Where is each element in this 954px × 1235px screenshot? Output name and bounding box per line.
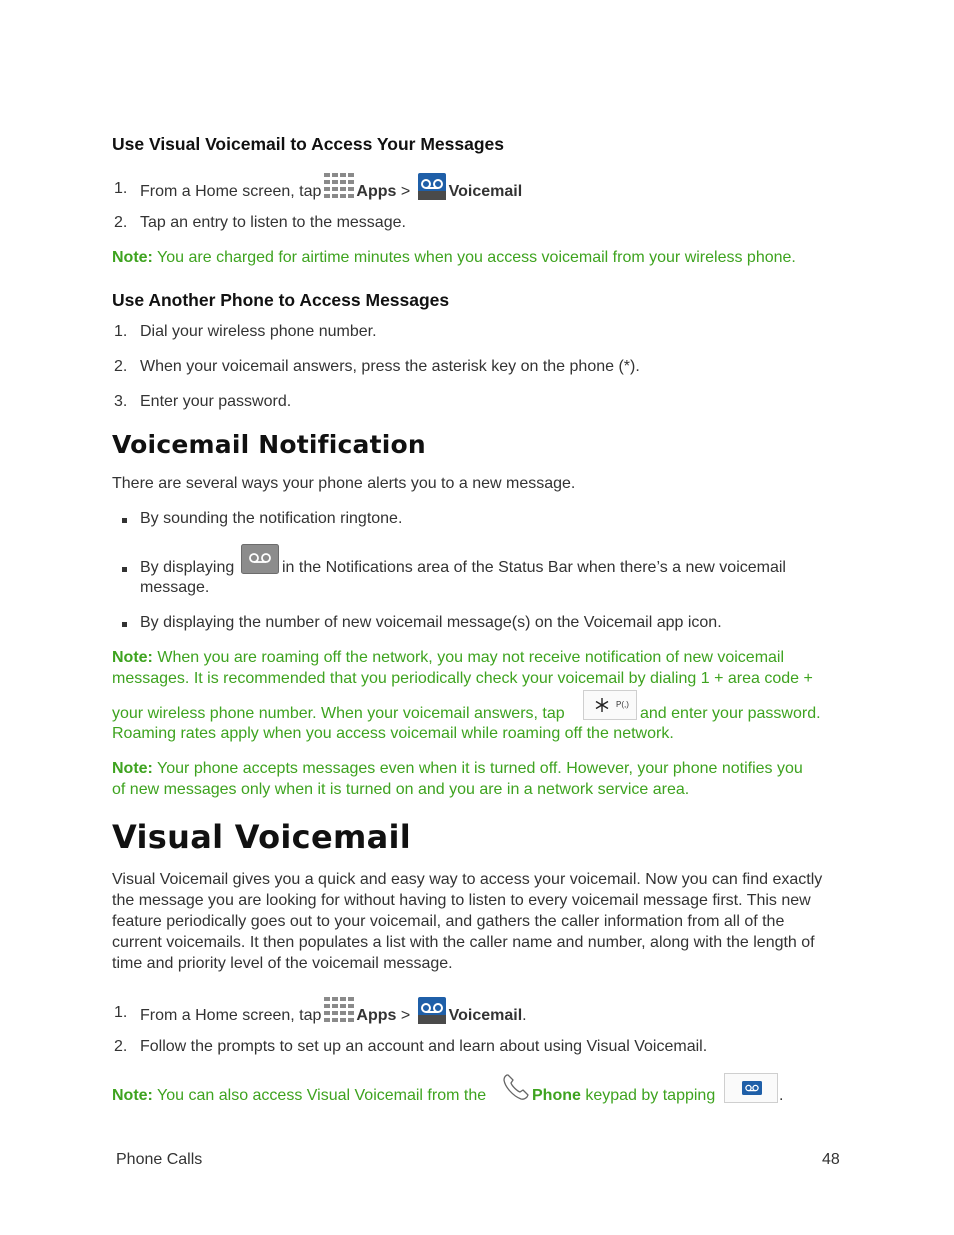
voicemail-label: Voicemail bbox=[448, 183, 523, 200]
note-line: and enter your password. bbox=[640, 705, 821, 722]
footer-section-name: Phone Calls bbox=[116, 1151, 203, 1168]
asterisk-key-icon bbox=[583, 690, 637, 720]
voicemail-icon bbox=[742, 1081, 762, 1095]
step-text: Tap an entry to listen to the message. bbox=[140, 214, 406, 231]
note-label: Note: bbox=[112, 249, 153, 266]
apps-label: Apps bbox=[356, 1007, 397, 1024]
section-heading-visual-voicemail-access: Use Visual Voicemail to Access Your Messages bbox=[112, 134, 504, 154]
note-text: Your phone accepts messages even when it is turned off. However, your phone notifies you bbox=[157, 760, 803, 777]
period: . bbox=[522, 1007, 527, 1024]
step-number: 1. bbox=[114, 180, 128, 197]
note-line bbox=[532, 1087, 715, 1105]
paragraph: There are several ways your phone alerts you to a new message. bbox=[112, 475, 576, 492]
step-number: 2. bbox=[114, 214, 128, 231]
section-heading-another-phone: Use Another Phone to Access Messages bbox=[112, 290, 450, 310]
bullet-continuation: message. bbox=[140, 579, 210, 596]
note-label: Note: bbox=[112, 760, 153, 777]
voicemail-app-icon bbox=[417, 996, 447, 1026]
step-prefix: From a Home screen, tap bbox=[140, 183, 322, 200]
voicemail-app-icon bbox=[417, 172, 447, 202]
step-text: When your voicemail answers, press the asterisk key on the phone (*). bbox=[140, 358, 640, 375]
note-text: keypad by tapping bbox=[585, 1087, 716, 1104]
separator: > bbox=[400, 183, 411, 200]
apps-grid-icon bbox=[323, 996, 356, 1026]
step-number: 3. bbox=[114, 393, 128, 410]
note-text: You are charged for airtime minutes when you access voicemail from your wireless phone. bbox=[157, 249, 796, 266]
bullet-marker bbox=[122, 518, 127, 523]
section-heading-voicemail-notification: Voicemail Notification bbox=[112, 430, 426, 459]
step-text bbox=[140, 172, 522, 208]
separator: > bbox=[400, 1007, 411, 1024]
step-number: 2. bbox=[114, 1038, 128, 1055]
bullet-text: By displaying the number of new voicemail message(s) on the Voicemail app icon. bbox=[140, 614, 722, 631]
bullet-text: By sounding the notification ringtone. bbox=[140, 510, 403, 527]
step-text: Dial your wireless phone number. bbox=[140, 323, 377, 340]
note-line bbox=[112, 649, 784, 667]
note bbox=[112, 249, 796, 267]
note-line: messages. It is recommended that you periodically check your voicemail by dialing 1 + area code + bbox=[112, 670, 813, 687]
note-label: Note: bbox=[112, 649, 153, 666]
phone-label: Phone bbox=[532, 1087, 581, 1104]
voicemail-status-icon bbox=[241, 544, 279, 574]
bullet-marker bbox=[122, 567, 127, 572]
apps-label: Apps bbox=[356, 183, 397, 200]
paragraph-line: the message you are looking for without having to listen to every voicemail message first. This new bbox=[112, 892, 811, 909]
note-line: your wireless phone number. When your voicemail answers, tap bbox=[112, 705, 565, 722]
bullet-suffix: in the Notifications area of the Status Bar when there’s a new voicemail bbox=[282, 559, 786, 576]
step-text: Follow the prompts to set up an account and learn about using Visual Voicemail. bbox=[140, 1038, 708, 1055]
bullet-marker bbox=[122, 622, 127, 627]
note-line: of new messages only when it is turned on and you are in a network service area. bbox=[112, 781, 690, 798]
note-line bbox=[112, 1087, 486, 1105]
step-number: 2. bbox=[114, 358, 128, 375]
bullet-prefix: By displaying bbox=[140, 559, 235, 576]
paragraph-line: time and priority level of the voicemail message. bbox=[112, 955, 453, 972]
step-text: Enter your password. bbox=[140, 393, 292, 410]
paragraph-line: current voicemails. It then populates a list with the caller name and number, along with the length of bbox=[112, 934, 815, 951]
note-text: You can also access Visual Voicemail from the bbox=[157, 1087, 487, 1104]
footer-page-number: 48 bbox=[822, 1151, 840, 1168]
note-label: Note: bbox=[112, 1087, 153, 1104]
note-text: When you are roaming off the network, you may not receive notification of new voicemail bbox=[157, 649, 785, 666]
asterisk-icon bbox=[592, 695, 612, 715]
step-number: 1. bbox=[114, 323, 128, 340]
note-line: Roaming rates apply when you access voicemail while roaming off the network. bbox=[112, 725, 674, 742]
note-line bbox=[112, 760, 803, 778]
voicemail-key-icon bbox=[724, 1073, 778, 1103]
asterisk-key-label: P(,) bbox=[616, 700, 629, 709]
period: . bbox=[779, 1087, 784, 1104]
paragraph-line: feature periodically goes out to your voicemail, and gathers the caller information from all of the bbox=[112, 913, 785, 930]
voicemail-label: Voicemail bbox=[448, 1007, 523, 1024]
paragraph-line: Visual Voicemail gives you a quick and easy way to access your voicemail. Now you can find exactly bbox=[112, 871, 823, 888]
phone-icon bbox=[501, 1072, 531, 1102]
step-text bbox=[140, 996, 527, 1032]
step-prefix: From a Home screen, tap bbox=[140, 1007, 322, 1024]
step-number: 1. bbox=[114, 1004, 128, 1021]
section-heading-visual-voicemail: Visual Voicemail bbox=[112, 818, 412, 856]
apps-grid-icon bbox=[323, 172, 356, 202]
